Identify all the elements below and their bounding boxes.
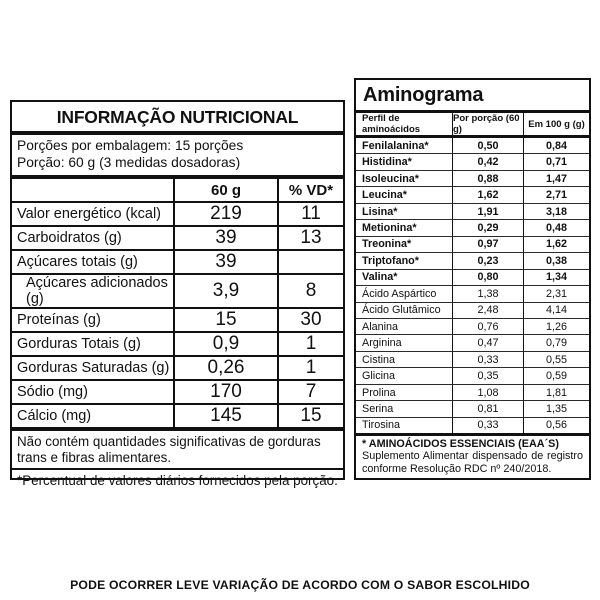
nutrient-amount: 219 <box>173 203 279 225</box>
amino-acid-per-100g: 1,34 <box>523 270 589 285</box>
amino-acid-per-100g: 3,18 <box>523 204 589 219</box>
amino-acid-row <box>356 237 589 253</box>
nutrient-label: Proteínas (g) <box>17 312 101 329</box>
amino-acid-per-serving: 0,33 <box>452 352 523 367</box>
amino-acid-row <box>356 204 589 220</box>
flavor-variation-disclaimer: PODE OCORRER LEVE VARIAÇÃO DE ACORDO COM O SABOR ESCOLHIDO <box>70 578 530 592</box>
amino-acid-row <box>356 303 589 319</box>
serving-info <box>12 135 343 175</box>
amino-acid-per-100g: 0,55 <box>523 352 589 367</box>
amino-acid-name: Triptofano* <box>362 254 419 267</box>
nutrition-header-amount: 60 g <box>173 179 279 201</box>
amino-acid-per-serving: 1,38 <box>452 286 523 301</box>
nutrient-daily-value: 11 <box>301 203 321 225</box>
amino-acid-per-serving: 0,23 <box>452 253 523 268</box>
nutrient-label: Gorduras Saturadas (g) <box>17 360 170 377</box>
amino-acid-row <box>356 154 589 170</box>
nutrient-daily-value: 15 <box>300 405 322 427</box>
amino-acid-per-serving: 0,50 <box>452 138 523 153</box>
nutrition-header-dv: % VD* <box>288 181 334 199</box>
aminogram-header-profile: Perfil de aminoácidos <box>362 113 421 135</box>
aminogram-header-per-100g: Em 100 g (g) <box>523 113 589 135</box>
amino-acid-row <box>356 138 589 154</box>
amino-acid-row <box>356 220 589 236</box>
nutrient-row <box>12 357 343 381</box>
aminogram-footnote <box>356 436 589 478</box>
amino-acid-row <box>356 171 589 187</box>
nutrient-amount: 170 <box>173 381 279 403</box>
nutrient-daily-value <box>279 251 343 273</box>
aminogram-panel <box>354 78 591 480</box>
amino-acid-row <box>356 418 589 433</box>
nutrient-daily-value: 1 <box>305 333 317 355</box>
amino-acid-per-serving: 0,80 <box>452 270 523 285</box>
amino-acid-per-100g: 1,26 <box>523 319 589 334</box>
nutrient-row <box>12 405 343 427</box>
amino-acid-per-100g: 2,71 <box>523 187 589 202</box>
nutrient-label: Açúcares totais (g) <box>17 254 138 271</box>
servings-per-package: Porções por embalagem: 15 porções <box>17 138 244 153</box>
nutrient-amount: 15 <box>173 309 279 331</box>
amino-acid-name: Glicina <box>362 370 396 383</box>
amino-acid-name: Cistina <box>362 353 396 366</box>
amino-acid-row <box>356 253 589 269</box>
nutrient-daily-value: 1 <box>305 357 317 379</box>
serving-size: Porção: 60 g (3 medidas dosadoras) <box>17 154 241 170</box>
amino-acid-per-100g: 1,81 <box>523 385 589 400</box>
nutrient-daily-value: 8 <box>305 280 317 302</box>
nutrient-daily-value: 7 <box>305 381 317 403</box>
nutrient-label: Carboidratos (g) <box>17 230 122 247</box>
nutrition-footnote-trans-fat: Não contém quantidades significativas de gorduras trans e fibras alimentares. <box>17 434 321 465</box>
nutrient-daily-value: 13 <box>300 227 322 249</box>
amino-acid-per-100g: 2,31 <box>523 286 589 301</box>
nutrition-footnote-daily-values: *Percentual de valores diários fornecidos pela porção. <box>17 473 338 489</box>
amino-acid-row <box>356 335 589 351</box>
nutrient-amount: 0,9 <box>173 333 279 355</box>
nutrient-row <box>12 203 343 227</box>
amino-acid-per-100g: 0,84 <box>523 138 589 153</box>
aminogram-header-per-serving: Por porção (60 g) <box>452 113 523 135</box>
amino-acid-per-serving: 1,62 <box>452 187 523 202</box>
nutrient-daily-value: 30 <box>300 309 322 331</box>
amino-acid-row <box>356 352 589 368</box>
amino-acid-per-serving: 0,33 <box>452 418 523 433</box>
amino-acid-name: Leucina* <box>362 189 408 202</box>
amino-acid-row <box>356 319 589 335</box>
amino-acid-name: Histidina* <box>362 156 412 169</box>
amino-acid-row <box>356 270 589 286</box>
amino-acid-name: Isoleucina* <box>362 172 420 185</box>
amino-acid-name: Metionina* <box>362 221 417 234</box>
nutrient-label: Cálcio (mg) <box>17 408 92 425</box>
nutrient-row <box>12 333 343 357</box>
amino-acid-per-serving: 0,81 <box>452 401 523 416</box>
amino-acid-per-100g: 0,38 <box>523 253 589 268</box>
amino-acid-row <box>356 368 589 384</box>
amino-acid-per-serving: 0,42 <box>452 154 523 169</box>
amino-acid-row <box>356 187 589 203</box>
aminogram-title: Aminograma <box>363 84 484 106</box>
amino-acid-row <box>356 286 589 302</box>
amino-acid-per-100g: 1,35 <box>523 401 589 416</box>
rdc-regulation-note: Suplemento Alimentar dispensado de registro conforme Resolução RDC nº 240/2018. <box>362 450 583 475</box>
amino-acid-name: Valina* <box>362 271 398 284</box>
amino-acid-per-serving: 0,88 <box>452 171 523 186</box>
amino-acid-name: Serina <box>362 402 394 415</box>
nutrient-amount: 39 <box>173 227 279 249</box>
nutrient-row <box>12 275 343 309</box>
amino-acid-per-serving: 0,35 <box>452 368 523 383</box>
amino-acid-per-100g: 1,62 <box>523 237 589 252</box>
amino-acid-per-serving: 1,91 <box>452 204 523 219</box>
amino-acid-per-100g: 1,47 <box>523 171 589 186</box>
amino-acid-name: Alanina <box>362 320 399 333</box>
amino-acid-per-100g: 0,56 <box>523 418 589 433</box>
nutrition-rows <box>12 203 343 427</box>
amino-acid-per-100g: 0,59 <box>523 368 589 383</box>
nutrient-row <box>12 309 343 333</box>
essential-amino-acids-note: * AMINOÁCIDOS ESSENCIAIS (EAA´S) <box>362 438 559 451</box>
amino-acid-name: Tirosina <box>362 419 400 432</box>
nutrient-label: Sódio (mg) <box>17 384 88 401</box>
nutrient-label: Açúcares adicionados (g) <box>26 275 168 308</box>
nutrient-amount: 145 <box>173 405 279 427</box>
amino-acid-row <box>356 385 589 401</box>
amino-acid-name: Prolina <box>362 386 396 399</box>
amino-acid-per-serving: 1,08 <box>452 385 523 400</box>
amino-acid-name: Fenilalanina* <box>362 139 429 152</box>
amino-acid-name: Lisina* <box>362 205 398 218</box>
amino-acid-per-100g: 4,14 <box>523 303 589 318</box>
nutrient-row <box>12 227 343 251</box>
nutrient-amount: 3,9 <box>173 275 279 307</box>
nutrition-table-title: INFORMAÇÃO NUTRICIONAL <box>56 107 299 127</box>
nutrient-label: Valor energético (kcal) <box>17 206 161 223</box>
nutrient-row <box>12 251 343 275</box>
nutrient-row <box>12 381 343 405</box>
amino-acid-name: Ácido Glutâmico <box>362 304 441 317</box>
amino-acid-per-100g: 0,79 <box>523 335 589 350</box>
aminogram-header-row <box>356 113 589 135</box>
nutrient-label: Gorduras Totais (g) <box>17 336 141 353</box>
amino-acid-per-serving: 0,97 <box>452 237 523 252</box>
aminogram-rows <box>356 138 589 433</box>
amino-acid-per-100g: 0,48 <box>523 220 589 235</box>
amino-acid-per-100g: 0,71 <box>523 154 589 169</box>
nutrition-header-empty <box>12 179 173 201</box>
amino-acid-per-serving: 2,48 <box>452 303 523 318</box>
amino-acid-per-serving: 0,29 <box>452 220 523 235</box>
nutrient-amount: 39 <box>173 251 279 273</box>
nutrient-amount: 0,26 <box>173 357 279 379</box>
nutrition-facts-panel <box>10 100 345 489</box>
amino-acid-name: Treonina* <box>362 238 412 251</box>
amino-acid-name: Arginina <box>362 337 402 350</box>
amino-acid-per-serving: 0,47 <box>452 335 523 350</box>
amino-acid-per-serving: 0,76 <box>452 319 523 334</box>
amino-acid-row <box>356 401 589 417</box>
nutrition-header-row <box>12 179 343 203</box>
amino-acid-name: Ácido Aspártico <box>362 287 437 300</box>
